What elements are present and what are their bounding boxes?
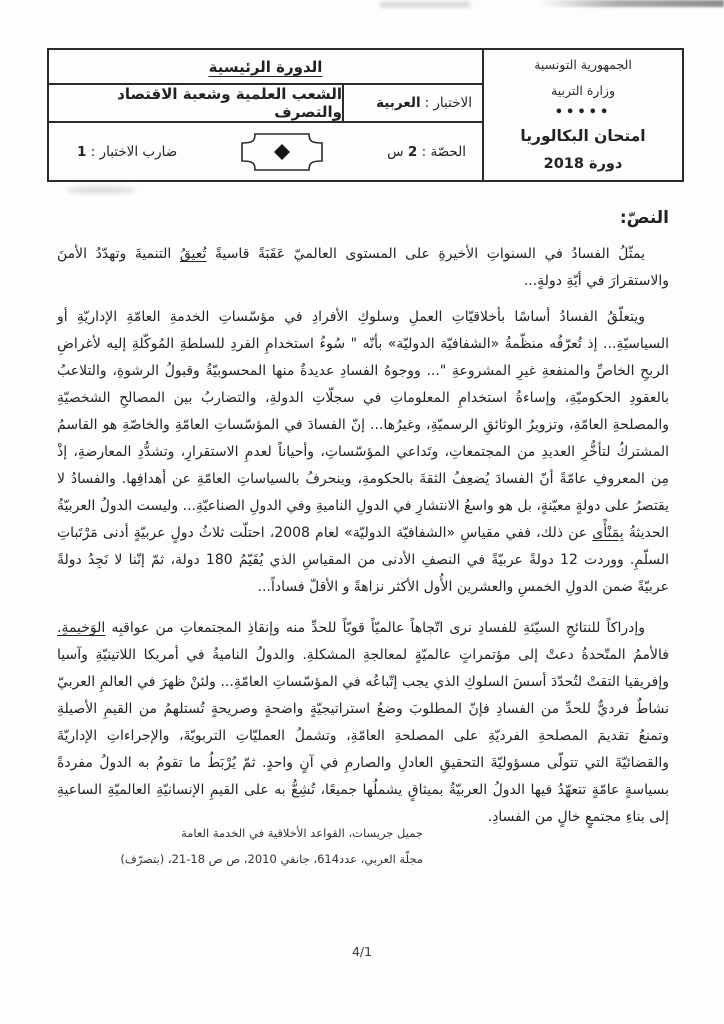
- plaque-shape: [240, 132, 324, 172]
- coefficient-label: ضارب الاختبار :: [90, 143, 178, 160]
- duration-label: الحصّة :: [421, 143, 466, 160]
- ministry-label: وزارة التربية: [551, 82, 616, 98]
- diamond-icon: [274, 144, 290, 160]
- citation-block: [85, 820, 423, 872]
- duration-value: 2: [407, 143, 418, 160]
- subject-cell: [342, 85, 482, 121]
- subject-row: [49, 85, 482, 123]
- text-paragraph: وإدراكاً للنتائجِ السيّئةِ للفسادِ نرى اتّجاهاً عالميّاً قويّاً للحدِّ منه وإنقاذِ المجتمعاتِ من عواقبِه الوَخيمةِ. فالأممُ المتّحدةُ دعتْ إلى مؤتمراتٍ عالميّةٍ لمعالجةِ المشكلةِ. والدولُ الناميةُ في أمريكا اللاتينيّةِ وآسيا وإفريقيا التقتْ لتُحدّدَ أسسَ السلوكِ الذي يجب إتّباعُه في المؤسّساتِ العامّةِ... ولئنْ ظهرَ في العالمِ العربيّ نشاطٌ فرديٌّ للحدِّ من الفسادِ فإنّ المطلوبَ وضعُ استراتيجيّةٍ واضحةٍ وصريحةٍ تُستلهمُ من القيمِ الأصيلةِ وتمنعُ تقديمَ المصلحةِ الفرديّةِ على المصلحةِ العامّةِ، وتشملُ العمليّاتِ التربويّةَ، والإجراءاتِ الإداريّةَ والقضائيّةَ التي تتولّى مسؤوليّةَ التحقيقِ العادلِ والصارمِ في آنٍ واحدٍ. ثمّ يُرْبَطُ ما تقومُ به الدولُ مفردةً بسياسةٍ عامّةٍ تتعهّدُ فيها الدولُ العربيّةُ بميثاقٍ يشملُها جميعًا، تُشِعُّ به على القيمِ الإنسانيّةِ العالميّةِ الساعيةِ إلى بناءِ مجتمعٍ خالٍ من الفسادِ.: [57, 620, 669, 825]
- scan-artifact: [66, 186, 136, 194]
- text-title: النصّ:: [619, 208, 669, 228]
- republic-label: الجمهورية التونسية: [534, 57, 632, 72]
- text-paragraph: يمثّلُ الفسادُ في السنواتِ الأخيرةِ على المستوى العالميّ عَقَبَةً قاسيةً تُعيقُ التنميةَ وتهدّدُ الأمنَ والاستقرارَ في أيّةِ دولةٍ...: [57, 246, 669, 289]
- citation-source-line: مجلّة العربي، عدد614، جانفي 2010، ص ص 18-21، (بتصرّف): [120, 852, 423, 866]
- scan-artifact: [380, 2, 470, 7]
- session-row: [49, 50, 482, 85]
- page-number: 4/1: [351, 944, 373, 959]
- subject-value: العربية: [376, 95, 421, 111]
- coefficient-cell: [77, 144, 177, 160]
- ministry-column: [482, 50, 682, 180]
- citation-author-line: جميل جريسات، القواعد الأخلاقية في الخدمة العامة: [181, 826, 423, 840]
- separator-dots-icon: •••••: [554, 104, 612, 120]
- text-paragraphs: [57, 241, 669, 831]
- duration-cell: [387, 144, 466, 160]
- session-year: دورة 2018: [543, 156, 623, 172]
- text-paragraph: ويتعلّقُ الفسادُ أساسًا بأخلاقيّاتِ العملِ وسلوكِ الأفرادِ في مؤسّساتِ الخدمةِ العامّةِ الإداريّةِ أو السياسيّةِ... إذ تُعرّفُه منظّمةُ «الشفافيّة الدوليّة» بأنّه " سُوءُ استخدامِ الفردِ للسلطةِ المُوكّلةِ إليه لأغراضِ الربحِ الخاصِّ والمنفعةِ غيرِ المشروعةِ "... ووجوهُ الفسادِ عديدةٌ منها المحسوبيّةُ وقبولُ الرشوةِ، والتلاعبُ بالعقودِ الحكوميّةِ، وإساءةُ استخدامِ المعلوماتِ في سجلّاتِ الدولةِ، والتضاربُ بين المصالحِ الشخصيّةِ والمصلحةِ العامّةِ، وتزويرُ الوثائقِ الرسميّةِ، وغيرُها... إنّ الفسادَ في المؤسّساتِ العامّةِ والخاصّةِ هو القاسمُ المشتركُ لتأخُّرِ العديدِ من المجتمعاتِ، وتَداعي المؤسّساتِ، وأحياناً لعدمِ الاستقرارِ، وتشدُّدِ المعارضةِ، إذْ مِن المعروفِ عامّةً أنّ الفسادَ يُضعِفُ الثقةَ بالحكومةِ، وينحرفُ بالسياساتِ العامّةِ عن أهدافِها. والفسادُ لا يقتصرُ على دولةٍ معيّنةٍ، بل هو واسعُ الانتشارِ في الدولِ الناميةِ وفي الدولِ الصناعيّةِ... وليست الدولُ العربيّةُ الحديثةُ بِمَنْأًى عن ذلك، ففي مقياسِ «الشفافيّة الدوليّة» لعام 2008، احتلّت ثلاثُ دولٍ عربيّةٍ أدنى مَرْتَباتِ السلّمِ. ووردت 12 دولةً عربيّةً في النصفِ الأدنى من المقياسِ الذي يُقَيّمُ 180 دولة، ثمّ إنّنا لا نَجِدُ دولةً عربيّةً ضمن الدولِ الخمسِ والعشرين الأُول الأكثر نزاهةً و الأقلّ فساداً...: [57, 309, 670, 595]
- scan-artifact: [540, 0, 724, 7]
- text-body: [57, 208, 669, 840]
- exam-info-region: [49, 50, 482, 180]
- duration-coefficient-row: [49, 123, 482, 180]
- exam-header-table: [47, 48, 684, 182]
- branches-label: الشعب العلمية وشعبة الاقتصاد والتصرف: [117, 85, 342, 121]
- session-label: الدورة الرئيسية: [208, 57, 323, 76]
- subject-label: الاختبار :: [424, 95, 472, 111]
- stamp-badge: [240, 132, 324, 172]
- exam-title: امتحان البكالوريا: [520, 127, 646, 146]
- coefficient-value: 1: [77, 143, 87, 160]
- duration-unit: س: [387, 143, 404, 160]
